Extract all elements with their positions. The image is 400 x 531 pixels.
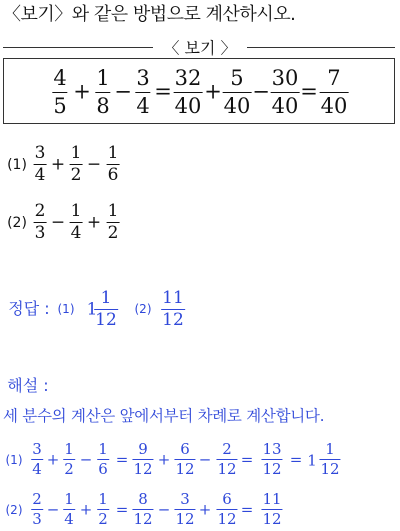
operator: − <box>79 450 93 469</box>
fraction: 32 40 <box>174 66 202 118</box>
operator: = <box>289 450 303 469</box>
solution-label: 해설 : <box>7 376 49 395</box>
fraction: 1 2 <box>64 440 74 478</box>
example-top-rule-left <box>3 47 153 48</box>
operator: + <box>204 79 222 104</box>
operator: = <box>300 79 318 104</box>
fraction: 6 12 <box>217 490 237 528</box>
solution-number: (2) <box>5 503 23 517</box>
fraction: 5 40 <box>223 66 251 118</box>
fraction: 2 3 <box>34 201 46 243</box>
operator: − <box>157 500 171 519</box>
fraction: 3 4 <box>32 440 42 478</box>
operator: + <box>79 500 93 519</box>
fraction: 9 12 <box>133 440 153 478</box>
fraction: 1 8 <box>96 66 110 118</box>
fraction: 1 6 <box>98 440 108 478</box>
mixed-whole: 1 <box>307 451 317 470</box>
operator: + <box>73 79 91 104</box>
operator: + <box>198 500 212 519</box>
fraction: 4 5 <box>53 66 67 118</box>
fraction: 30 40 <box>271 66 299 118</box>
solution-text: 세 분수의 계산은 앞에서부터 차례로 계산합니다. <box>3 407 325 425</box>
operator: − <box>46 500 60 519</box>
fraction: 2 3 <box>32 490 42 528</box>
operator: = <box>240 500 254 519</box>
fraction: 2 12 <box>217 440 237 478</box>
fraction: 1 12 <box>95 288 117 330</box>
fraction: 11 12 <box>162 288 184 330</box>
operator: + <box>86 212 102 233</box>
operator: = <box>115 500 129 519</box>
fraction: 3 4 <box>34 143 46 185</box>
fraction: 6 12 <box>175 440 195 478</box>
fraction: 1 12 <box>320 440 340 478</box>
fraction: 1 2 <box>107 201 119 243</box>
operator: + <box>157 450 171 469</box>
operator: − <box>114 79 132 104</box>
operator: + <box>46 450 60 469</box>
operator: − <box>50 212 66 233</box>
question-number: (2) <box>7 215 27 231</box>
operator: = <box>115 450 129 469</box>
page-title: 〈보기〉와 같은 방법으로 계산하시오. <box>3 4 296 25</box>
fraction: 8 12 <box>133 490 153 528</box>
answer-number: (2) <box>134 302 152 316</box>
example-label: 〈 보기 〉 <box>157 36 242 59</box>
fraction: 1 2 <box>70 143 82 185</box>
operator: = <box>240 450 254 469</box>
operator: − <box>86 154 102 175</box>
example-top-rule-right <box>247 47 395 48</box>
fraction: 1 4 <box>64 490 74 528</box>
fraction: 7 40 <box>320 66 348 118</box>
fraction: 1 2 <box>98 490 108 528</box>
fraction: 11 12 <box>262 490 282 528</box>
fraction: 3 4 <box>136 66 150 118</box>
operator: + <box>50 154 66 175</box>
operator: = <box>154 79 172 104</box>
fraction: 3 12 <box>175 490 195 528</box>
answer-label: 정답 : <box>8 299 50 318</box>
operator: − <box>252 79 270 104</box>
fraction: 13 12 <box>262 440 282 478</box>
mixed-whole: 1 <box>86 299 98 320</box>
answer-number: (1) <box>57 302 75 316</box>
operator: − <box>198 450 212 469</box>
fraction: 1 6 <box>107 143 119 185</box>
question-number: (1) <box>7 157 27 173</box>
solution-number: (1) <box>5 453 23 467</box>
fraction: 1 4 <box>70 201 82 243</box>
